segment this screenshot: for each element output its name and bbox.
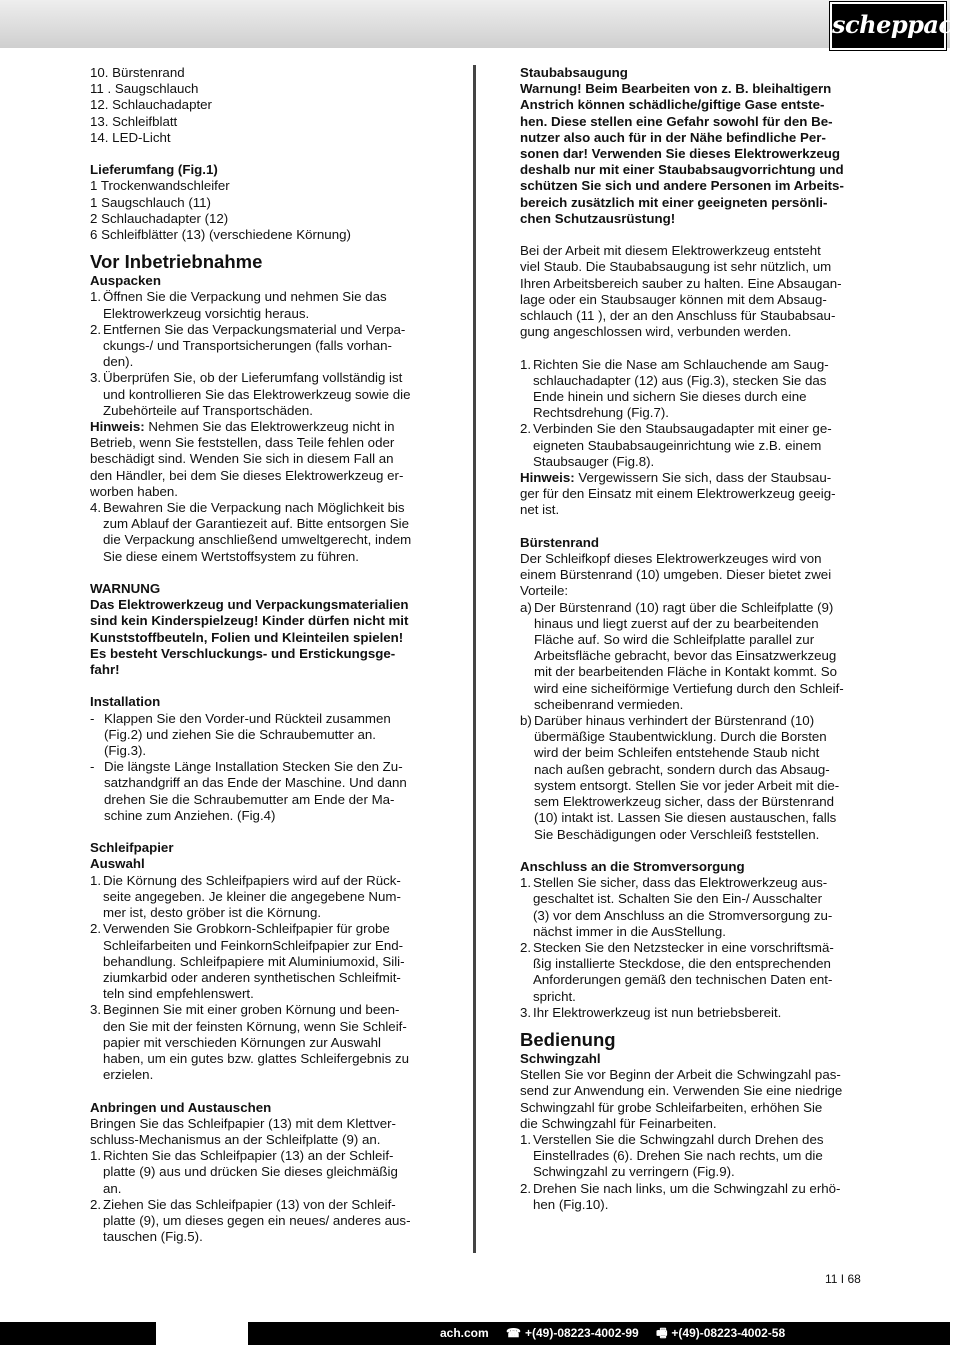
parts-list: [90, 65, 430, 146]
scope-item: 2 Schlauchadapter (12): [90, 210, 229, 226]
install-item: - Die längste Länge Installation Stecken Sie den Zu- satzhandgriff an das Ende der Maschine. Und dann drehen Sie die Schraubemutter am Ende der Ma- schine zum Anziehen. (Fig.4): [90, 759, 407, 823]
selection-step: 2. Verwenden Sie Grobkorn-Schleifpapier für grobe Schleifarbeiten und FeinkornSchleifpapier zur End- behandlung. Schleifpapiere mit Aluminiumoxid, Sili- ziumkarbid oder anderen synthetischen Schleifmit- teln sind empfehlenswert.: [90, 921, 405, 1002]
hint-label: Hinweis:: [520, 470, 575, 486]
speed-intro: Stellen Sie vor Beginn der Arbeit die Schwingzahl pas-: [520, 1067, 841, 1083]
brush-heading: Bürstenrand: [520, 534, 600, 550]
website-link[interactable]: ach.com: [440, 1326, 489, 1340]
speed-heading: Schwingzahl: [520, 1050, 601, 1066]
footer-white-block: [156, 1322, 248, 1345]
install-item: - Klappen Sie den Vorder-und Rückteil zusammen (Fig.2) und ziehen Sie die Schraubemutter an. (Fig.3).: [90, 710, 391, 759]
selection-heading: Auswahl: [90, 856, 145, 872]
dust-step: 1. Richten Sie die Nase am Schlauchende am Saug- schlauchadapter (12) aus (Fig.3), stecken Sie das Ende hinein und sichern Sie dieses durch eine Rechtsdrehung (Fig.7).: [520, 356, 829, 421]
brush-item: a) Der Bürstenrand (10) ragt über die Schleifplatte (9) hinaus und liegt zuerst auf der zu bearbeitenden Fläche auf. So wird die Schleifplatte parallel zur Arbeitsfläche gebracht, bevor das Einsatzwerkzeug mit der bearbeitenden Fläche in Kontakt kommt. So wird eine sicheiförmige Vertiefung durch den Schleif- scheibenrand vermieden.: [520, 599, 844, 712]
unpack-heading: Auspacken: [90, 273, 161, 289]
dust-warning: Warnung! Beim Bearbeiten von z. B. bleihaltigern Anstrich können schädliche/giftige Gase entste- hen. Diese stellen eine Gefahr sowohl für den Be- nutzer also auch für in der Nähe befindliche Per- sonen dar! Verwenden Sie dieses Elektrowerkzeug deshalb nur mit einer Staubabsaugvorrichtung und schützen Sie sich und andere Personen im Arbeits- bereich zusätzlich mit einer geeigneten persönli- chen Schutzausrüstung!: [520, 81, 844, 226]
sandpaper-heading: Schleifpapier: [90, 840, 174, 856]
page-number: 11 I 68: [825, 1272, 861, 1286]
brush-intro: Vorteile:: [520, 583, 569, 599]
hint-paragraph: Hinweis: Vergewissern Sie sich, dass der Staubsau- ger für den Einsatz mit einem Elektrowerkzeug geeig- net ist.: [520, 470, 836, 518]
attach-step: 1. Richten Sie das Schleifpapier (13) an der Schleif- platte (9) aus und drücken Sie dieses gleichmäßig an.: [90, 1148, 398, 1196]
power-step: 2. Stecken Sie den Netzstecker in eine vorschriftsmä- ßig installierte Steckdose, die den entsprechenden Anforderungen gemäß den technischen Daten ent- spricht.: [520, 939, 834, 1004]
dust-text: Bei der Arbeit mit diesem Elektrowerkzeug entsteht viel Staub. Die Staubabsaugung ist sehr nützlich, um Ihren Arbeitsbereich sauber zu halten. Eine Absaugan- lage oder ein Staubsauger können mit dem Absaug- schlauch (11 ), der an den Anschluss für Staubabsau- gung angeschlossen wird, verbunden werden.: [520, 243, 842, 340]
fax-number: +(49)-08223-4002-58: [671, 1326, 786, 1340]
parts-item: 10. Bürstenrand: [90, 65, 185, 80]
speed-intro: Schwingzahl für grobe Schleifarbeiten, erhöhen Sie: [520, 1099, 823, 1115]
footer-contact: [440, 1322, 799, 1345]
scope-item: 1 Trockenwandschleifer: [90, 178, 230, 194]
unpack-step: 4. Bewahren Sie die Verpackung nach Möglichkeit bis zum Ablauf der Garantiezeit auf. Bitte entsorgen Sie die Verpackung anschließend umweltgerecht, indem Sie diese einem Wertstoffsystem zu führen.: [90, 500, 412, 564]
phone-number: +(49)-08223-4002-99: [524, 1326, 639, 1340]
unpack-step: 3. Überprüfen Sie, ob der Lieferumfang vollständig ist und kontrollieren Sie das Elektrowerkzeug sowie die Zubehörteile auf Transportschäden.: [90, 370, 411, 418]
dust-heading: Staubabsaugung: [520, 65, 628, 80]
right-column: [520, 65, 860, 1213]
scope-item: 1 Saugschlauch (11): [90, 194, 211, 210]
unpack-step: 2. Entfernen Sie das Verpackungsmaterial und Verpa- ckungs-/ und Transportsicherungen (falls vorhan- den).: [90, 321, 406, 370]
header-bar: [0, 0, 970, 48]
attach-intro: Bringen Sie das Schleifpapier (13) mit dem Klettver-: [90, 1115, 396, 1131]
attach-heading: Anbringen und Austauschen: [90, 1099, 272, 1115]
power-step: 1. Stellen Sie sicher, dass das Elektrowerkzeug aus- geschaltet ist. Schalten Sie den Ein-/ Ausschalter (3) vor dem Anschluss an die Stromversorgung zu- nächst immer in die AusStellung.: [520, 875, 833, 939]
speed-intro: send zur Anwendung ein. Verwenden Sie eine niedrige: [520, 1083, 843, 1099]
dust-step: 2. Verbinden Sie den Staubsaugadapter mit einer ge- eigneten Staubabsaugeinrichtung wie z.B. einem Staubsauger (Fig.8).: [520, 421, 832, 469]
parts-item: 14. LED-Licht: [90, 129, 171, 145]
speed-intro: die Schwingzahl für Feinarbeiten.: [520, 1115, 717, 1131]
parts-item: 11 . Saugschlauch: [90, 81, 199, 97]
operation-heading: Bedienung: [520, 1028, 616, 1050]
attach-step: 2. Ziehen Sie das Schleifpapier (13) von der Schleif- platte (9), um dieses gegen ein neues/ anderes aus- tauschen (Fig.5).: [90, 1196, 411, 1245]
footer-bar: [0, 1322, 950, 1345]
hint-paragraph: Hinweis: Nehmen Sie das Elektrowerkzeug nicht in Betrieb, wenn Sie feststellen, dass Teile fehlen oder beschädigt sind. Wenden Sie sich in diesem Fall an den Händler, bei dem Sie dieses Elektrowerkzeug er- worben haben.: [90, 419, 404, 499]
speed-step: 2. Drehen Sie nach links, um die Schwingzahl zu erhö- hen (Fig.10).: [520, 1180, 841, 1212]
speed-step: 1. Verstellen Sie die Schwingzahl durch Drehen des Einstellrades (6). Drehen Sie nach rechts, um die Schwingzahl zu verringern (Fig.9).: [520, 1131, 824, 1180]
parts-item: 12. Schlauchadapter: [90, 97, 212, 113]
selection-step: 3. Beginnen Sie mit einer groben Körnung und been- den Sie mit der feinsten Körnung, wenn Sie Schleif- papier mit verschieden Körnungen zur Auswahl haben, um ein gutes bzw. glattes Schleifergebnis zu erzielen.: [90, 1002, 410, 1083]
brush-intro: einem Bürstenrand (10) umgeben. Dieser bietet zwei: [520, 567, 832, 583]
scope-heading: Lieferumfang (Fig.1): [90, 162, 218, 178]
left-column: [90, 65, 430, 1245]
before-use-heading: Vor Inbetriebnahme: [90, 251, 263, 273]
selection-step: 1. Die Körnung des Schleifpapiers wird auf der Rück- seite angegeben. Je kleiner die angegebene Num- mer ist, desto gröber ist die Körnung.: [90, 872, 401, 921]
hint-label: Hinweis:: [90, 419, 145, 435]
brush-intro: Der Schleifkopf dieses Elektrowerkzeuges wird von: [520, 551, 822, 567]
parts-item: 13. Schleifblatt: [90, 113, 178, 129]
scope-item: 6 Schleifblätter (13) (verschiedene Körnung): [90, 227, 351, 243]
power-heading: Anschluss an die Stromversorgung: [520, 858, 745, 874]
attach-intro: schluss-Mechanismus an der Schleifplatte (9) an.: [90, 1131, 381, 1147]
phone-icon: ☎: [506, 1326, 521, 1340]
unpack-step: 1. Öffnen Sie die Verpackung und nehmen Sie das Elektrowerkzeug vorsichtig heraus.: [90, 289, 387, 321]
warning-heading: WARNUNG: [90, 581, 161, 597]
fax-icon: 🖷: [656, 1326, 668, 1340]
column-divider: [473, 65, 476, 1253]
warning-text: Das Elektrowerkzeug und Verpackungsmaterialien sind kein Kinderspielzeug! Kinder dürfen nicht mit Kunststoffbeuteln, Folien und Kleinteilen spielen! Es besteht Verschluckungs- und Erstickungsge- fahr!: [90, 597, 409, 678]
power-step: 3. Ihr Elektrowerkzeug ist nun betriebsbereit.: [520, 1004, 782, 1020]
brand-logo: scheppach: [830, 2, 946, 50]
brush-item: b) Darüber hinaus verhindert der Bürstenrand (10) übermäßige Staubentwicklung. Durch die Borsten wird der beim Schleifen entstehende Staub nicht nach außen gebracht, sondern durch das Absaug- system entsorgt. Stellen Sie vor jeder Arbeit mit die- sem Elektrowerkzeug sicher, dass der Bürstenrand (10) intakt ist. Lassen Sie diesen austauschen, falls Sie Beschädigungen oder Verschleiß feststellen.: [520, 713, 840, 842]
install-heading: Installation: [90, 694, 161, 710]
